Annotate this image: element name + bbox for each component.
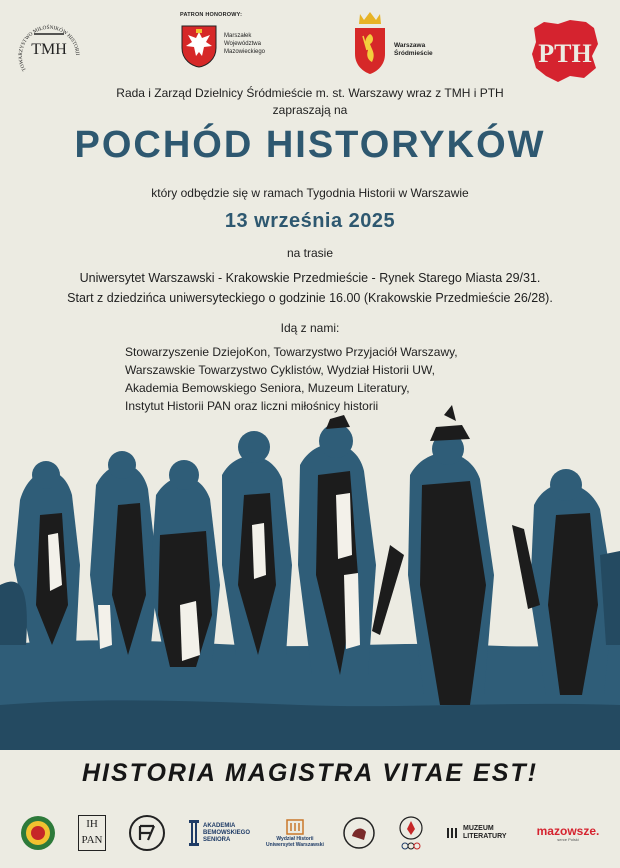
tmh-arc-text: TOWARZYSTWO MIŁOŚNIKÓW HISTORII bbox=[18, 24, 80, 72]
route-line-1: Uniwersytet Warszawski - Krakowskie Przedmieście - Rynek Starego Miasta 29/31. bbox=[79, 271, 541, 285]
sponsor-logo-mazowsze bbox=[530, 808, 606, 858]
white-eagle-shield-icon bbox=[180, 24, 218, 68]
partners-line: Akademia Bemowskiego Seniora, Muzeum Literatury, bbox=[125, 381, 410, 395]
tmh-logo bbox=[18, 10, 80, 76]
sponsor-logo-abs bbox=[188, 808, 252, 858]
tmh-monogram-icon bbox=[18, 10, 80, 76]
warsaw-text bbox=[394, 42, 464, 58]
logo-row bbox=[0, 8, 620, 80]
patron-line-3: Mazowieckiego bbox=[224, 49, 266, 55]
route-label: na trasie bbox=[286, 246, 334, 260]
sponsor-logo-warsaw-friends bbox=[396, 808, 426, 858]
warsaw-mermaid-emblem-icon bbox=[352, 10, 388, 76]
wh-line-1: Wydział Historii bbox=[276, 836, 314, 842]
historical-procession-illustration bbox=[0, 405, 620, 750]
sponsor-logo-cycling-society bbox=[126, 808, 168, 858]
ihpan-box bbox=[78, 815, 106, 851]
faculty-of-history-icon bbox=[285, 818, 305, 836]
abs-text bbox=[203, 823, 250, 844]
abs-line-1: AKADEMIA bbox=[203, 822, 236, 829]
route-line-2: Start z dziedzińca uniwersyteckiego o godzinie 16.00 (Krakowskie Przedmieście 26/28). bbox=[67, 291, 553, 305]
wh-text bbox=[266, 836, 324, 848]
patron-line-2: Województwa bbox=[224, 41, 261, 47]
wh-line-2: Uniwersytet Warszawski bbox=[266, 842, 324, 848]
museum-mark-icon bbox=[446, 826, 460, 840]
muzeum-text bbox=[463, 825, 507, 841]
muzeum-line-2: LITERATURY bbox=[463, 833, 507, 840]
pth-text: PTH bbox=[538, 39, 592, 68]
intro-line-1: Rada i Zarząd Dzielnicy Śródmieście m. st. Warszawy wraz z TMH i PTH bbox=[116, 86, 504, 100]
patron-logo bbox=[178, 12, 288, 78]
warsaw-logo bbox=[352, 10, 462, 80]
abs-line-2: BEMOWSKIEGO bbox=[203, 829, 251, 836]
partners-line: Warszawskie Towarzystwo Cyklistów, Wydział Historii UW, bbox=[125, 363, 435, 377]
sponsor-logo-dziejokon bbox=[340, 808, 378, 858]
patron-line-1: Marszałek bbox=[224, 33, 252, 39]
event-date: 13 września 2025 bbox=[224, 210, 396, 232]
mazowsze-text: mazowsze. bbox=[536, 823, 600, 838]
intro-line-2: zapraszają na bbox=[272, 103, 348, 117]
warsaw-line-1: Warszawa bbox=[394, 42, 426, 49]
pth-map-logo-icon bbox=[528, 16, 602, 86]
ihpan-line-2: PAN bbox=[81, 834, 103, 846]
cycling-society-icon bbox=[128, 814, 166, 852]
ihpan-line-1: IH bbox=[86, 818, 98, 830]
subtitle: który odbędzie się w ramach Tygodnia Historii w Warszawie bbox=[151, 186, 469, 200]
partners-line: Instytut Historii PAN oraz liczni miłośnicy historii bbox=[125, 399, 379, 413]
column-icon bbox=[188, 818, 200, 848]
sponsor-logo-wh-uw bbox=[264, 808, 326, 858]
dziejokon-badge-icon bbox=[342, 816, 376, 850]
sponsor-logo-emblem bbox=[18, 808, 58, 858]
mazowsze-sub: serce Polski bbox=[557, 836, 579, 842]
motto: HISTORIA MAGISTRA VITAE EST! bbox=[81, 759, 538, 787]
warsaw-friends-badge-icon bbox=[398, 815, 424, 851]
patron-label: PATRON HONOROWY: bbox=[180, 12, 243, 18]
sponsor-logo-row bbox=[0, 808, 620, 860]
partners-label: Idą z nami: bbox=[280, 321, 340, 335]
tmh-monogram: TMH bbox=[31, 41, 67, 58]
sponsor-logo-ihpan bbox=[76, 808, 108, 858]
abs-line-3: SENIORA bbox=[203, 836, 231, 843]
warsaw-line-2: Śródmieście bbox=[394, 50, 433, 57]
patron-text bbox=[224, 32, 294, 56]
page-title: POCHÓD HISTORYKÓW bbox=[74, 124, 546, 166]
pth-logo bbox=[528, 16, 602, 86]
sponsor-logo-muzeum-literatury bbox=[446, 808, 516, 858]
muzeum-line-1: MUZEUM bbox=[463, 825, 494, 832]
round-emblem-icon bbox=[20, 815, 56, 851]
partners-line: Stowarzyszenie DziejoKon, Towarzystwo Przyjaciół Warszawy, bbox=[125, 345, 458, 359]
